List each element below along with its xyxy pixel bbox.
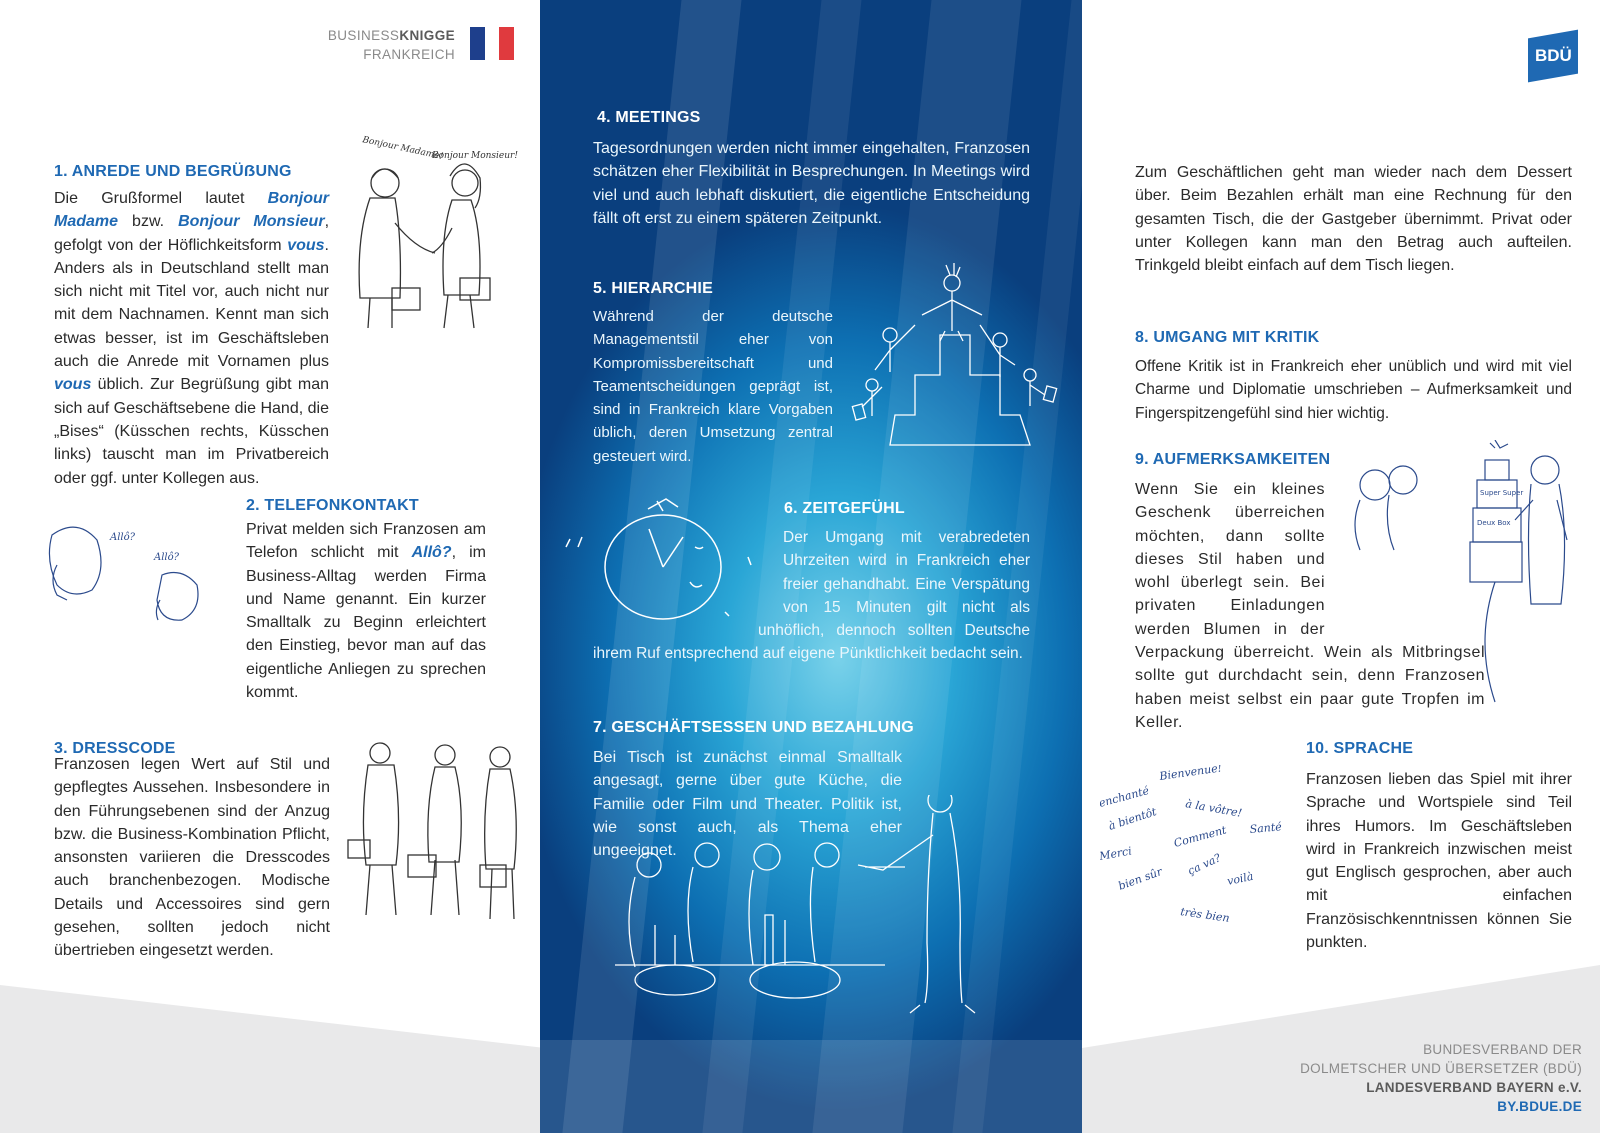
middle-floor-decoration (540, 1040, 1082, 1133)
brand-sub: FRANKREICH (363, 47, 455, 62)
telefon-text-2: , im Business-Alltag werden Firma und Name genannt. Ein kurzer Smalltalk zu Beginn erleichtert den Einstieg, bevor man auf das eigentliche Anliegen zu sprechen kommt. (246, 544, 487, 702)
word-7: Santé (1249, 820, 1283, 836)
bdue-logo (1528, 30, 1578, 83)
word-5: Merci (1100, 844, 1133, 863)
footer-line-3: LANDESVERBAND BAYERN e.V. (1366, 1080, 1582, 1095)
dresscode-sketch (340, 735, 540, 935)
word-2: Bienvenue! (1158, 765, 1223, 783)
footer-url-link[interactable]: BY.BDUE.DE (1497, 1099, 1582, 1114)
section-title-kritik: 8. UMGANG MIT KRITIK (1135, 329, 1320, 346)
anrede-em-1: Bonjour Madame (54, 190, 329, 231)
dresscode-text: Franzosen legen Wert auf Stil und gepflegtes Aussehen. Insbesondere in den Führungsebenen sind der Anzug bzw. die Business-Kombination Pflicht, ansonsten variieren die Dresscodes auch branchenbezogen. Modische Details und Accessoires sind gern gesehen, sollten jedoch nicht übertrieben eingesetzt werden. (54, 756, 330, 960)
aufmerksamkeiten-text-content: Wenn Sie ein kleines Geschenk überreichen möchten, dann sollte dieses Stil haben und wohl überlegt sein. Bei privaten Einladungen werden Blumen in der Verpackung überreicht. Wein als Mitbringsel sollte gut durchdacht sein, denn Franzosen haben meist selbst ein paar gute Tropfen im Keller. (1135, 481, 1485, 731)
zeit-text-content: Der Umgang mit verabredeten Uhrzeiten wird in Frankreich eher freier gehandhabt. Eine Verspätung von 15 Minuten gilt nicht als unhöflich, dennoch sollten Deutsche ihrem Ruf entsprechend auf eigene Pünktlichkeit bedacht sein. (593, 529, 1030, 663)
section-title-anrede: 1. ANREDE UND BEGRÜẞUNG (54, 163, 292, 180)
gift-text-1: Super Super (1480, 489, 1524, 497)
handshake-sketch (340, 128, 545, 333)
meetings-text: Tagesordnungen werden nicht immer eingehalten, Franzosen schätzen eher Flexibilität in Besprechungen. In Meetings wird viel und auch lebhaft diskutiert, die eigentliche Entscheidung fällt oft erst zu einem späteren Zeitpunkt. (593, 140, 1030, 227)
telefon-em-1: Allô? (411, 544, 452, 562)
anrede-text-1: Die Grußformel lautet (54, 190, 268, 207)
france-flag-icon (470, 27, 514, 60)
section-title-aufmerksamkeiten: 9. AUFMERKSAMKEITEN (1135, 451, 1331, 468)
word-1: enchanté (1100, 784, 1151, 810)
telefon-text-1: Privat melden sich Franzosen am Telefon schlicht mit (246, 521, 486, 562)
anrede-em-3: vous (287, 236, 325, 254)
word-10: voilà (1225, 869, 1255, 888)
brand-header (310, 26, 455, 64)
phone-sketch (42, 520, 232, 645)
word-11: très bien (1179, 905, 1231, 925)
section-title-meetings: 4. MEETINGS (597, 109, 701, 126)
french-words-sketch (1100, 765, 1300, 945)
gift-sketch (1345, 440, 1585, 705)
phone-text-2: Allô? (154, 552, 179, 563)
section-title-dresscode: 3. DRESSCODE (54, 740, 176, 757)
hierarchy-podium-sketch (850, 255, 1070, 455)
anrede-text-4: . Anders als in Deutschland stellt man sich nicht mit Titel vor, auch nicht nur mit dem Nachnamen. Kennt man sich etwas besser, ist im Geschäftsleben auch die Anrede mit Vornamen plus (54, 236, 329, 371)
logo-text: BDÜ (1534, 46, 1572, 65)
anrede-em-2: Bonjour Monsieur (178, 213, 325, 231)
sprache-text: Franzosen lieben das Spiel mit ihrer Sprache und Wortspiele sind Teil ihres Humors. Im Geschäftsleben wird in Frankreich inzwischen meist gut Englisch gesprochen, aber auch mit einfachen Französischkenntnissen können Sie punkten. (1306, 771, 1572, 952)
telefon-text (246, 518, 486, 704)
sketch-text-2: Bonjour Monsieur! (432, 151, 518, 161)
anrede-text-5: üblich. Zur Begrüßung gibt man sich auf Geschäftsebene die Hand, die „Bises“ (Küsschen rechts, Küsschen links) tauscht man im Privatbereich oder ggf. unter Kollegen aus. (54, 376, 329, 487)
section-title-zeit: 6. ZEITGEFÜHL (784, 500, 905, 517)
anrede-text-3: , gefolgt von der Höflichkeitsform (54, 213, 330, 254)
section-title-hierarchie: 5. HIERARCHIE (593, 280, 713, 297)
anrede-text-top (54, 187, 329, 490)
word-3: à bientôt (1106, 805, 1159, 833)
word-8: bien sûr (1116, 864, 1164, 893)
dinner-table-sketch (615, 795, 1025, 1020)
footer-address (1300, 1040, 1582, 1116)
word-9: ça va? (1185, 851, 1223, 878)
gift-text-2: Deux Box (1477, 519, 1511, 527)
footer-line-2: DOLMETSCHER UND ÜBERSETZER (BDÜ) (1300, 1061, 1582, 1076)
phone-text-1: Allô? (110, 532, 135, 543)
brand-light: BUSINESS (327, 28, 400, 43)
word-4: à la vôtre! (1184, 797, 1243, 820)
section-title-essen: 7. GESCHÄFTSESSEN UND BEZAHLUNG (593, 719, 914, 736)
section-title-telefon: 2. TELEFONKONTAKT (246, 497, 419, 514)
anrede-em-4: vous (54, 376, 92, 394)
footer-line-1: BUNDESVERBAND DER (1423, 1042, 1582, 1057)
sketch-text-1: Bonjour Madame! (361, 135, 444, 163)
hierarchie-text: Während der deutsche Managementstil eher von Kompromissbereitschaft und Teamentscheidungen geprägt ist, sind in Frankreich klare Vorgaben üblich, deren Umsetzung zentral gesteuert wird. (593, 308, 833, 465)
word-6: Comment (1172, 823, 1228, 850)
kritik-text: Offene Kritik ist in Frankreich eher unüblich und wird mit viel Charme und Diplomatie umschrieben – Aufmerksamkeit und Fingerspitzengefühl sind hier wichtig. (1135, 358, 1572, 422)
brand-bold: KNIGGE (399, 28, 455, 43)
section-title-sprache: 10. SPRACHE (1306, 740, 1414, 757)
essen-continued-text: Zum Geschäftlichen geht man wieder nach dem Dessert über. Beim Bezahlen erhält man eine Rechnung für den gesamten Tisch, die der Gastgeber übernimmt. Privat oder unter Kollegen kann man den Betrag auch aufteilen. Trinkgeld bleibt einfach auf dem Tisch liegen. (1135, 164, 1572, 275)
anrede-text-2: bzw. (118, 213, 179, 231)
zeit-text (593, 526, 1030, 666)
essen-text-content: Bei Tisch ist zunächst einmal Smalltalk angesagt, gerne über gute Küche, die Familie oder Film und Theater. Politik ist, wie sonst auch, als Thema eher ungeeignet. (593, 749, 902, 860)
